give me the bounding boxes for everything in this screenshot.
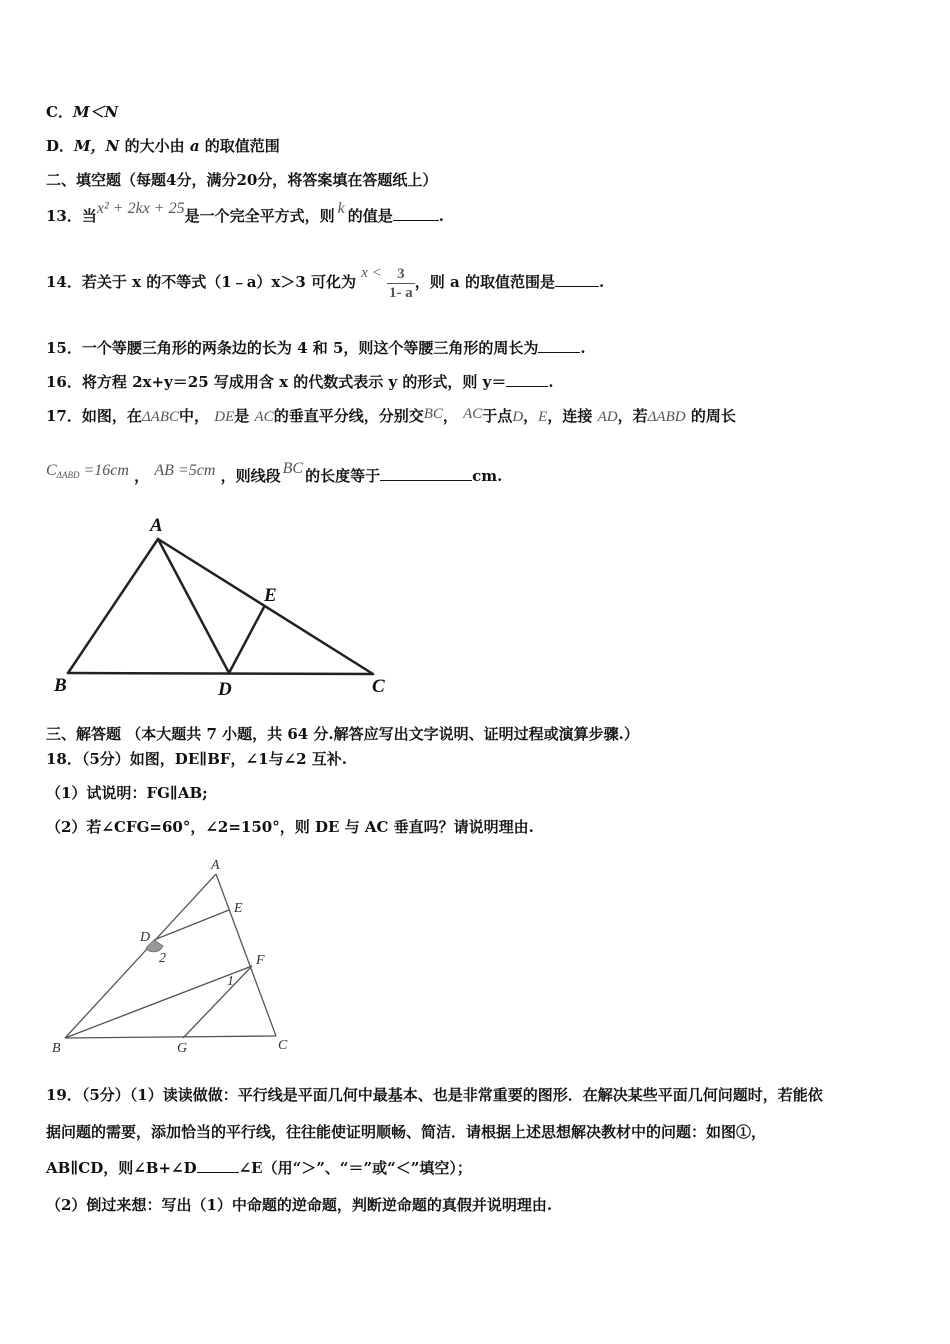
segment-ac [158, 539, 373, 674]
segment-ab [68, 539, 158, 673]
question-19-line-2: 据问题的需要，添加恰当的平行线，往往能使证明顺畅、简洁．请根据上述思想解决教材中的问题：如图①， [46, 1123, 767, 1141]
fraction: $\frac{3}{1- a}$ [389, 265, 413, 301]
question-19-line-3: AB∥CD，则∠B+∠D ∠E（用“＞”、“＝”或“＜”填空）； [46, 1159, 472, 1177]
segment-ad [158, 539, 229, 673]
label-c: C [278, 1038, 288, 1053]
segment-bc [65, 1036, 276, 1038]
segment-bf [65, 966, 252, 1038]
label-g: G [177, 1041, 188, 1056]
label-d: D [218, 679, 232, 700]
label-e: E [264, 585, 277, 606]
segment-bc [68, 673, 373, 674]
question-18-part-1: （1）试说明：FG∥AB; [46, 784, 208, 802]
question-15: 15．一个等腰三角形的两条边的长为 4 和 5，则这个等腰三角形的周长为 . [46, 339, 586, 357]
label-a: A [150, 515, 163, 536]
label-d: D [140, 930, 151, 945]
label-e: E [234, 901, 243, 916]
segment-de [154, 910, 229, 940]
question-14: 14．若关于 x 的不等式（1﹣a）x＞3 可化为 x < $\frac{3}{1- a}$ ，则 a 的取值范围是 . [46, 265, 605, 301]
segment-fg [183, 966, 252, 1038]
answer-blank-17[interactable] [380, 480, 472, 481]
answer-blank-15[interactable] [538, 352, 580, 353]
answer-blank-14[interactable] [555, 286, 599, 287]
label-angle-1: 1 [227, 974, 234, 989]
segment-ab [65, 874, 216, 1038]
label-angle-2: 2 [159, 951, 166, 966]
section-3-heading: 三、解答题 （本大题共 7 小题，共 64 分.解答应写出文字说明、证明过程或演算步骤.） [46, 725, 639, 743]
question-17-line-2: $C^{\Delta ABD} =16cm$ ， AB =5cm ，则线段 BC 的长度等于 cm. [46, 460, 503, 485]
segment-ac [216, 874, 276, 1036]
option-d: D．M，N 的大小由 a 的取值范围 [46, 137, 280, 155]
figure-triangle-abc [46, 510, 406, 700]
question-16: 16．将方程 2x+y＝25 写成用含 x 的代数式表示 y 的形式，则 y＝ . [46, 373, 554, 391]
question-18-head: 18．（5分）如图，DE∥BF，∠1与∠2 互补. [46, 750, 347, 768]
label-f: F [256, 953, 265, 968]
label-a: A [211, 858, 220, 873]
question-19-line-1: 19．（5分）（1）读读做做：平行线是平面几何中最基本、也是非常重要的图形．在解决某些平面几何问题时，若能依 [46, 1086, 823, 1104]
section-2-heading: 二、填空题（每题4分，满分20分，将答案填在答题纸上） [46, 171, 438, 189]
question-13: 13．当x² + 2kx + 25是一个完全平方式，则 k 的值是 . [46, 200, 444, 225]
figure-triangle-abc-parallel [46, 852, 306, 1062]
answer-blank-13[interactable] [393, 220, 439, 221]
question-19-part-2: （2）倒过来想：写出（1）中命题的逆命题，判断逆命题的真假并说明理由. [46, 1196, 553, 1214]
answer-blank-16[interactable] [506, 386, 548, 387]
option-c: C．M＜N [46, 103, 119, 121]
question-18-part-2: （2）若∠CFG=60°，∠2=150°，则 DE 与 AC 垂直吗？请说明理由. [46, 818, 534, 836]
answer-blank-19[interactable] [197, 1172, 239, 1173]
label-b: B [54, 675, 67, 696]
label-c: C [372, 676, 385, 697]
question-17-line-1: 17．如图，在ΔABC中， DE是 AC的垂直平分线，分别交BC， AC于点D，E，连接 AD，若ΔABD 的周长 [46, 406, 736, 425]
label-b: B [52, 1041, 61, 1056]
segment-de [229, 607, 264, 673]
